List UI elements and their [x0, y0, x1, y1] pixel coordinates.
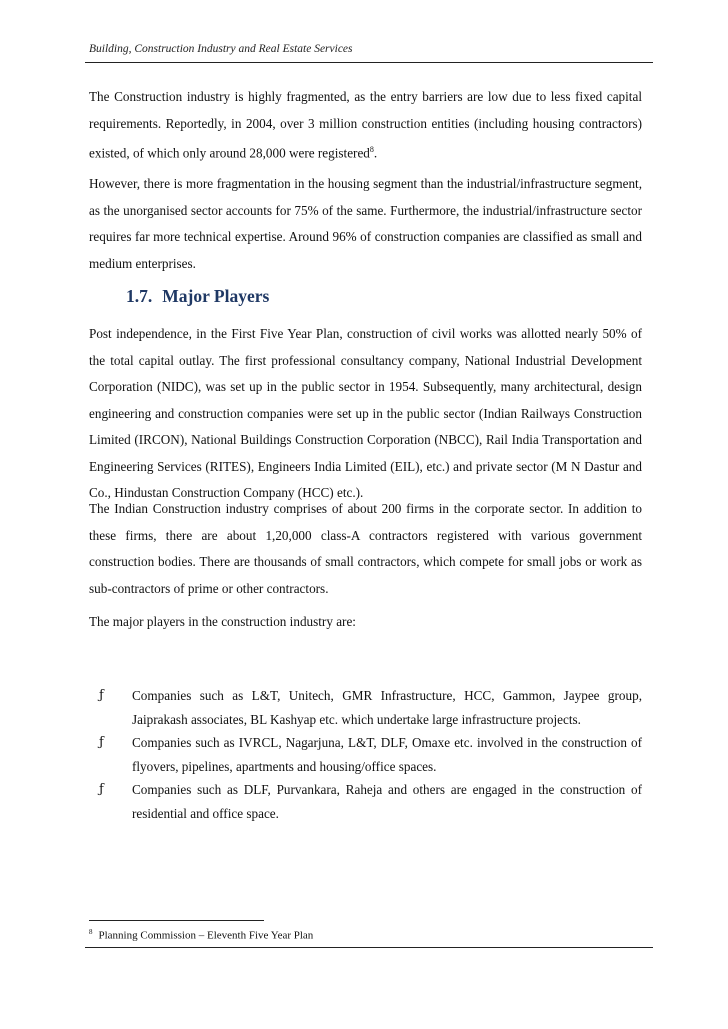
- footnote: [89, 928, 313, 942]
- section-heading: [126, 286, 269, 307]
- bullet-icon: ƒ: [99, 735, 104, 750]
- footer-rule: [85, 947, 653, 948]
- list-item-text: Companies such as IVRCL, Nagarjuna, L&T, DLF, Omaxe etc. involved in the construction of flyovers, pipelines, apartments and housing/office spaces.: [132, 735, 642, 774]
- list-item: [89, 684, 642, 731]
- footnote-separator: [89, 920, 264, 921]
- list-item-text: Companies such as DLF, Purvankara, Raheja and others are engaged in the construction of residential and office space.: [132, 782, 642, 821]
- bullet-icon: ƒ: [99, 782, 104, 797]
- footnote-text: Planning Commission – Eleventh Five Year Plan: [98, 929, 314, 942]
- major-players-list: [89, 684, 642, 825]
- header-rule: [85, 62, 653, 63]
- section-number: 1.7.: [126, 286, 153, 306]
- list-item: [89, 731, 642, 778]
- footnote-reference[interactable]: 8: [369, 145, 374, 154]
- paragraph-industry-composition: The Indian Construction industry comprises of about 200 firms in the corporate sector. In addition to these firms, there are about 1,20,000 class-A contractors registered with various government construction bodies. There are thousands of small contractors, which compete for small jobs or work as sub-contractors of prime or other contractors.: [89, 501, 642, 596]
- list-item-text: Companies such as L&T, Unitech, GMR Infrastructure, HCC, Gammon, Jaypee group, Jaiprakash associates, BL Kashyap etc. which undertake large infrastructure projects.: [132, 688, 642, 727]
- paragraph-end: .: [373, 145, 378, 161]
- paragraph-fragmentation: [89, 84, 642, 167]
- paragraph-post-independence: Post independence, in the First Five Year Plan, construction of civil works was allotted nearly 50% of the total capital outlay. The first professional consultancy company, National Industrial Development Corporation (NIDC), was set up in the public sector in 1954. Subsequently, many architectural, design engineering and construction companies were set up in the public sector (Indian Railways Construction Limited (IRCON), National Buildings Construction Corporation (NBCC), Rail India Transportation and Engineering Services (RITES), Engineers India Limited (EIL), etc.) and private sector (M N Dastur and Co., Hindustan Construction Company (HCC) etc.).: [89, 326, 642, 500]
- list-item: [89, 778, 642, 825]
- paragraph-text: The Construction industry is highly fragmented, as the entry barriers are low due to less fixed capital requirements. Reportedly, in 2004, over 3 million construction entities (including housing contractors) existed, of which only around 28,000 were registered: [89, 89, 642, 161]
- bullet-icon: ƒ: [99, 688, 104, 703]
- paragraph-major-players-intro: The major players in the construction industry are:: [89, 614, 356, 629]
- paragraph-housing-segment: However, there is more fragmentation in the housing segment than the industrial/infrastructure segment, as the unorganised sector accounts for 75% of the same. Furthermore, the industrial/infrastructure sector requires far more technical expertise. Around 96% of construction companies are classified as small and medium enterprises.: [89, 176, 642, 271]
- section-title: Major Players: [162, 286, 270, 306]
- running-header: Building, Construction Industry and Real Estate Services: [89, 43, 353, 55]
- footnote-number: 8: [89, 928, 93, 936]
